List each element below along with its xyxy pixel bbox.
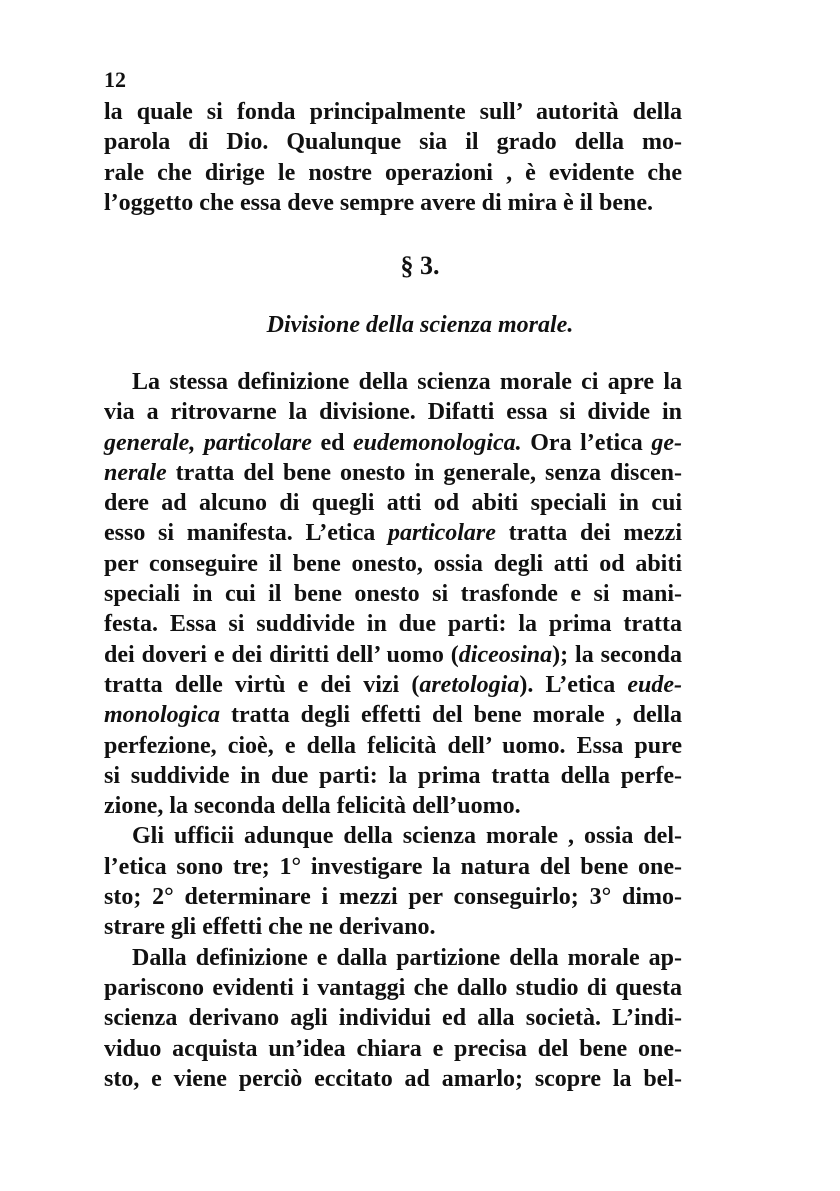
text-line: festa. Essa si suddivide in due parti: la prima tratta [104,611,682,638]
text-run: tratta delle virtù e dei vizi ( [104,671,420,698]
text-run: ed [311,429,354,456]
italic-term: particolare [387,520,496,547]
text-line [104,458,682,488]
text-line: sto; 2° determinare i mezzi per conseguirlo; 3° dimo- [104,884,682,911]
italic-term: nerale [104,459,167,486]
text-run: Ora l’etica [521,429,652,456]
text-line [104,670,682,700]
text-line: viduo acquista un’idea chiara e precisa del bene one- [104,1035,682,1062]
text-line: zione, la seconda della felicità dell’uomo. [104,793,521,820]
text-line [104,428,682,458]
text-line [104,640,682,670]
italic-term: eude- [627,671,682,698]
text-line: si suddivide in due parti: la prima tratta della perfe- [104,762,682,789]
text-run: dei doveri e dei diritti dell’ uomo ( [104,641,459,668]
text-line: Gli ufficii adunque della scienza morale , ossia del- [132,823,682,850]
text-line: l’oggetto che essa deve sempre avere di mira è il bene. [104,189,653,216]
text-run: tratta del bene onesto in generale, senza discen- [166,459,682,486]
paragraph-1 [104,367,682,821]
text-line: pariscono evidenti i vantaggi che dallo studio di questa [104,974,682,1001]
text-run: esso si manifesta. L’etica [104,520,388,547]
text-line [104,700,682,730]
italic-term: generale, [104,429,196,456]
paragraph-2 [104,821,682,942]
text-line: via a ritrovarne la divisione. Difatti essa si divide in [104,399,682,426]
top-paragraph [104,97,682,218]
body-text [104,367,682,1094]
page-number: 12 [104,67,126,92]
section-number: § 3. [400,251,440,280]
text-line [104,518,682,548]
text-line: la quale si fonda principalmente sull’ autorità della [104,99,682,125]
text-line: sto, e viene perciò eccitato ad amarlo; scopre la bel- [104,1065,682,1092]
text-line: l’etica sono tre; 1° investigare la natura del bene one- [104,853,682,880]
text-run: tratta degli effetti del bene morale , della [220,702,682,729]
text-line: scienza derivano agli individui ed alla società. L’indi- [104,1005,682,1032]
text-run: ); la seconda [552,641,682,668]
italic-term: particolare [195,429,312,456]
text-line: perfezione, cioè, e della felicità dell’ uomo. Essa pure [104,732,682,759]
italic-term: eudemonologica. [353,429,522,456]
text-line: dere ad alcuno di quegli atti od abiti speciali in cui [104,490,682,517]
paragraph-3 [104,943,682,1094]
italic-term: ge- [651,429,682,456]
text-line: per conseguire il bene onesto, ossia degli atti od abiti [104,550,682,577]
italic-term: monologica [104,702,221,729]
text-line: rale che dirige le nostre operazioni , è evidente che [104,159,682,186]
text-run: tratta dei mezzi [495,520,682,547]
section-title: Divisione della scienza morale. [266,312,574,338]
text-line: La stessa definizione della scienza morale ci apre la [132,369,682,395]
italic-term: diceosina [458,641,553,668]
text-line: strare gli effetti che ne derivano. [104,914,436,941]
text-line: parola di Dio. Qualunque sia il grado della mo- [104,129,682,156]
text-line: speciali in cui il bene onesto si trasfonde e si mani- [104,581,682,608]
text-run: ). L’etica [519,671,628,698]
text-line: Dalla definizione e dalla partizione della morale ap- [132,944,682,971]
italic-term: aretologia [419,671,520,698]
